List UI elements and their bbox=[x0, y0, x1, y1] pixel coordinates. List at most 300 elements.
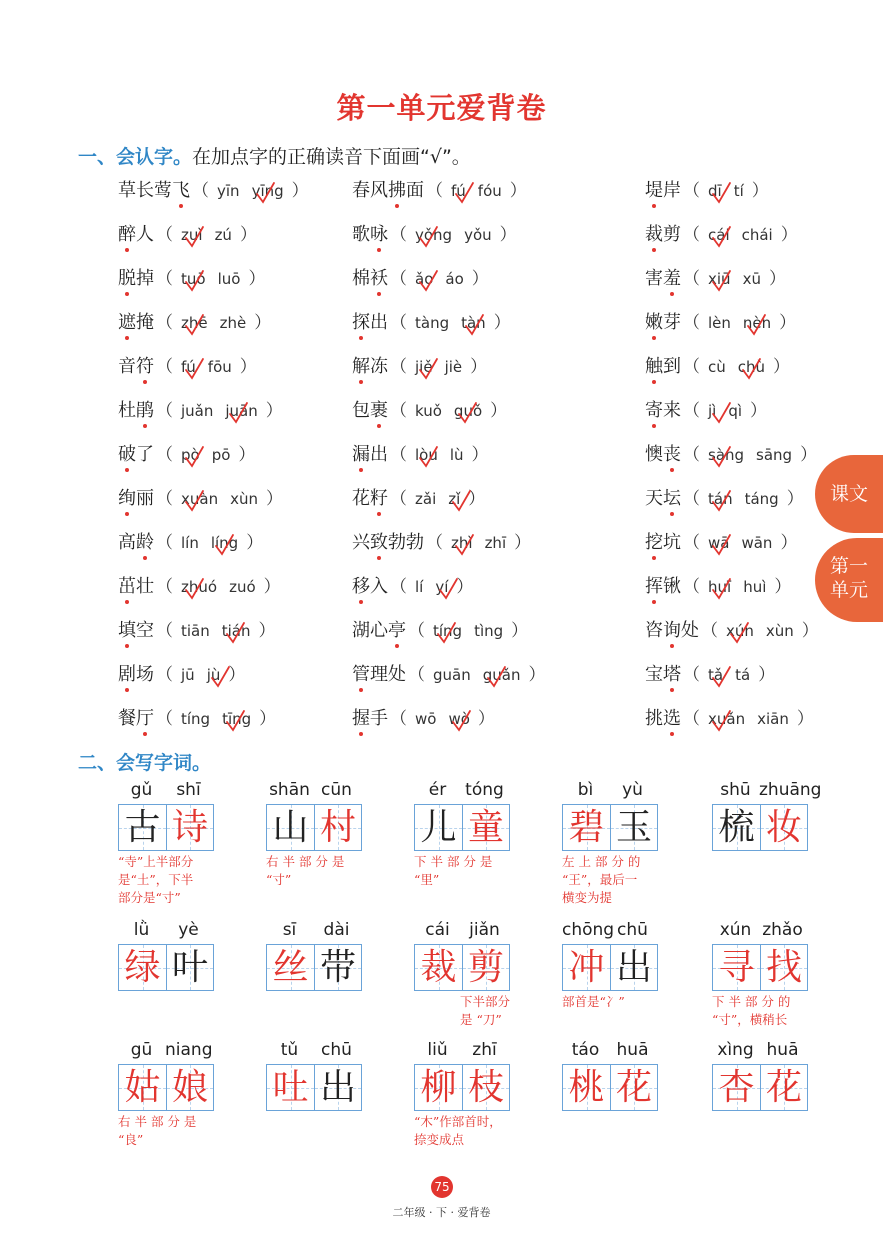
close-paren: ） bbox=[456, 577, 474, 597]
pinyin-option[interactable]: zhè bbox=[219, 314, 247, 332]
grid-character: 杏 bbox=[718, 1067, 755, 1108]
open-paren: （ bbox=[156, 533, 173, 553]
recognize-item bbox=[645, 704, 816, 730]
close-paren: ） bbox=[471, 445, 489, 465]
close-paren: ） bbox=[238, 445, 256, 465]
pinyin-syllable: xún bbox=[719, 920, 752, 940]
close-paren: ） bbox=[800, 445, 818, 465]
pinyin-option[interactable]: tàng bbox=[415, 314, 450, 332]
open-paren: （ bbox=[683, 181, 700, 201]
open-paren: （ bbox=[683, 225, 700, 245]
recognize-item bbox=[118, 440, 257, 466]
grid-character: 桃 bbox=[568, 1067, 605, 1108]
recognize-item bbox=[118, 220, 259, 246]
grid-cell bbox=[610, 945, 657, 990]
close-paren: ） bbox=[511, 621, 529, 641]
open-paren: （ bbox=[390, 313, 407, 333]
recognize-item bbox=[118, 616, 278, 642]
recognize-word: 填空 bbox=[118, 620, 154, 641]
pinyin-option[interactable]: tǎ bbox=[708, 666, 723, 684]
recognize-item bbox=[352, 484, 487, 510]
grid-cell bbox=[760, 805, 807, 850]
open-paren: （ bbox=[156, 357, 173, 377]
pinyin-option[interactable]: lí bbox=[415, 578, 424, 596]
grid-cell bbox=[462, 805, 509, 850]
recognize-word: 醉人 bbox=[118, 224, 154, 245]
open-paren: （ bbox=[408, 665, 425, 685]
pinyin-option[interactable]: xún bbox=[726, 622, 754, 640]
pinyin-option[interactable]: wā bbox=[708, 534, 729, 552]
recognize-item bbox=[645, 308, 798, 334]
grid-character: 娘 bbox=[171, 1067, 208, 1108]
recognize-item bbox=[118, 396, 285, 422]
pinyin-option[interactable]: guǎn bbox=[483, 666, 521, 684]
recognize-item bbox=[645, 572, 793, 598]
grid-cell bbox=[415, 1065, 462, 1110]
open-paren: （ bbox=[683, 269, 700, 289]
pinyin-option[interactable]: zhī bbox=[484, 534, 507, 552]
pinyin-option[interactable]: táng bbox=[744, 490, 779, 508]
pinyin-option[interactable]: xuàn bbox=[181, 490, 218, 508]
pinyin-option[interactable]: lèn bbox=[708, 314, 731, 332]
pinyin-option[interactable]: fōu bbox=[207, 358, 232, 376]
pinyin-option[interactable]: yí bbox=[435, 578, 448, 596]
section-1-header: 一、会认字。 bbox=[78, 146, 193, 168]
pinyin-option[interactable]: xùn bbox=[230, 490, 258, 508]
recognize-word: 春风拂面 bbox=[352, 180, 424, 201]
word-pinyin bbox=[562, 780, 658, 800]
recognize-item bbox=[645, 396, 769, 422]
grid-cell bbox=[610, 1065, 657, 1110]
recognize-word: 剧场 bbox=[118, 664, 154, 685]
pinyin-option[interactable]: lín bbox=[181, 534, 199, 552]
grid-cell bbox=[563, 805, 610, 850]
grid-character: 柳 bbox=[420, 1067, 457, 1108]
stroke-hint-note: 部首是“冫” bbox=[562, 994, 625, 1009]
pinyin-option[interactable]: dī bbox=[708, 182, 722, 200]
recognize-item bbox=[352, 616, 530, 642]
recognize-word: 花籽 bbox=[352, 488, 388, 509]
open-paren: （ bbox=[683, 313, 700, 333]
pinyin-option[interactable]: zǐ bbox=[448, 490, 460, 508]
pinyin-option[interactable]: xiān bbox=[757, 710, 789, 728]
close-paren: ） bbox=[258, 621, 276, 641]
pinyin-option[interactable]: xuǎn bbox=[708, 710, 745, 728]
open-paren: （ bbox=[426, 533, 443, 553]
recognize-item bbox=[645, 616, 821, 642]
recognize-word: 绚丽 bbox=[118, 488, 154, 509]
open-paren: （ bbox=[156, 401, 173, 421]
section-2-header: 二、会写字词。 bbox=[78, 752, 212, 774]
grid-character: 村 bbox=[319, 807, 356, 848]
pinyin-option[interactable]: fú bbox=[181, 358, 196, 376]
pinyin-syllable: lǜ bbox=[133, 920, 150, 940]
recognize-word: 害羞 bbox=[645, 268, 681, 289]
close-paren: ） bbox=[779, 313, 797, 333]
close-paren: ） bbox=[265, 401, 283, 421]
open-paren: （ bbox=[390, 577, 407, 597]
close-paren: ） bbox=[239, 225, 257, 245]
stroke-hint-note: 下半部分 是 “刀” bbox=[460, 994, 511, 1027]
pinyin-option[interactable]: wō bbox=[415, 710, 437, 728]
pinyin-option[interactable]: qì bbox=[728, 402, 743, 420]
writing-grid bbox=[562, 804, 658, 851]
writing-grid bbox=[266, 804, 362, 851]
grid-cell bbox=[462, 1065, 509, 1110]
grid-character: 寻 bbox=[718, 947, 755, 988]
stroke-hint-note: 下 半 部 分 是 “里” bbox=[414, 854, 493, 887]
pinyin-syllable: gǔ bbox=[130, 780, 153, 800]
grid-character: 花 bbox=[615, 1067, 652, 1108]
open-paren: （ bbox=[683, 665, 700, 685]
recognize-word: 堤岸 bbox=[645, 180, 681, 201]
pinyin-option[interactable]: tí bbox=[733, 182, 744, 200]
pinyin-option[interactable]: lù bbox=[449, 446, 464, 464]
close-paren: ） bbox=[265, 489, 283, 509]
close-paren: ） bbox=[471, 269, 489, 289]
recognize-item bbox=[118, 352, 259, 378]
grid-cell bbox=[415, 805, 462, 850]
pinyin-option[interactable]: yǒng bbox=[415, 226, 452, 244]
pinyin-option[interactable]: wān bbox=[741, 534, 773, 552]
pinyin-option[interactable]: tīng bbox=[222, 710, 251, 728]
pinyin-option[interactable]: chù bbox=[738, 358, 765, 376]
pinyin-syllable: shān bbox=[269, 780, 310, 800]
grid-cell bbox=[166, 945, 213, 990]
word-pinyin bbox=[712, 1040, 808, 1060]
close-paren: ） bbox=[246, 533, 264, 553]
recognize-word: 包裹 bbox=[352, 400, 388, 421]
pinyin-syllable: zhī bbox=[472, 1040, 497, 1060]
pinyin-option[interactable]: nèn bbox=[743, 314, 771, 332]
grid-cell bbox=[267, 1065, 314, 1110]
pinyin-syllable: chōng bbox=[562, 920, 615, 940]
tab-lessons[interactable] bbox=[815, 455, 883, 533]
pinyin-option[interactable]: zhuó bbox=[181, 578, 217, 596]
grid-character: 花 bbox=[765, 1067, 802, 1108]
pinyin-option[interactable]: áo bbox=[445, 270, 464, 288]
word-pinyin bbox=[414, 920, 510, 940]
pinyin-option[interactable]: tíng bbox=[433, 622, 462, 640]
word-pinyin bbox=[562, 920, 658, 940]
recognize-item bbox=[118, 176, 311, 202]
open-paren: （ bbox=[156, 445, 173, 465]
close-paren: ） bbox=[796, 709, 814, 729]
recognize-item bbox=[645, 352, 792, 378]
pinyin-syllable: ér bbox=[428, 780, 447, 800]
word-pinyin bbox=[266, 920, 362, 940]
open-paren: （ bbox=[683, 489, 700, 509]
pinyin-option[interactable]: jì bbox=[708, 402, 716, 420]
open-paren: （ bbox=[683, 577, 700, 597]
grid-cell bbox=[119, 945, 166, 990]
stroke-hint-note: “木”作部首时， 捺变成点 bbox=[414, 1114, 502, 1147]
close-paren: ） bbox=[493, 313, 511, 333]
grid-cell bbox=[314, 945, 361, 990]
writing-grid bbox=[712, 804, 808, 851]
grid-cell bbox=[166, 1065, 213, 1110]
open-paren: （ bbox=[156, 665, 173, 685]
word-pinyin bbox=[414, 1040, 510, 1060]
open-paren: （ bbox=[156, 313, 173, 333]
recognize-item bbox=[352, 572, 475, 598]
grid-cell bbox=[119, 805, 166, 850]
recognize-item bbox=[118, 264, 267, 290]
pinyin-option[interactable]: guǒ bbox=[454, 402, 482, 420]
grid-character: 丝 bbox=[272, 947, 309, 988]
pinyin-option[interactable]: zuì bbox=[181, 226, 203, 244]
pinyin-syllable: liǔ bbox=[427, 1040, 448, 1060]
pinyin-option[interactable]: yīn bbox=[217, 182, 240, 200]
grid-character: 山 bbox=[272, 807, 309, 848]
pinyin-option[interactable]: cù bbox=[708, 358, 726, 376]
recognize-word: 杜鹃 bbox=[118, 400, 154, 421]
grid-character: 姑 bbox=[124, 1067, 161, 1108]
recognize-word: 歌咏 bbox=[352, 224, 388, 245]
pinyin-option[interactable]: lòu bbox=[415, 446, 438, 464]
pinyin-option[interactable]: sàng bbox=[708, 446, 744, 464]
pinyin-option[interactable]: tìng bbox=[474, 622, 504, 640]
pinyin-option[interactable]: zhì bbox=[451, 534, 473, 552]
pinyin-option[interactable]: luō bbox=[217, 270, 241, 288]
open-paren: （ bbox=[156, 621, 173, 641]
recognize-item bbox=[118, 484, 285, 510]
recognize-item bbox=[645, 264, 788, 290]
grid-character: 出 bbox=[615, 947, 652, 988]
recognize-item bbox=[118, 528, 265, 554]
close-paren: ） bbox=[499, 225, 517, 245]
recognize-item bbox=[645, 484, 806, 510]
close-paren: ） bbox=[773, 357, 791, 377]
pinyin-option[interactable]: huì bbox=[743, 578, 767, 596]
pinyin-option[interactable]: cái bbox=[708, 226, 730, 244]
word-pinyin bbox=[414, 780, 510, 800]
grid-cell bbox=[462, 945, 509, 990]
pinyin-syllable: shī bbox=[176, 780, 201, 800]
grid-cell bbox=[314, 805, 361, 850]
close-paren: ） bbox=[468, 489, 486, 509]
pinyin-option[interactable]: tián bbox=[222, 622, 251, 640]
pinyin-option[interactable]: xiū bbox=[708, 270, 731, 288]
pinyin-syllable: huā bbox=[616, 1040, 649, 1060]
tab-unit-one[interactable] bbox=[815, 538, 883, 622]
recognize-word: 探出 bbox=[352, 312, 388, 333]
recognize-word: 懊丧 bbox=[645, 444, 681, 465]
pinyin-option[interactable]: jū bbox=[181, 666, 195, 684]
pinyin-syllable: sī bbox=[282, 920, 297, 940]
close-paren: ） bbox=[248, 269, 266, 289]
close-paren: ） bbox=[780, 225, 798, 245]
writing-grid bbox=[712, 1064, 808, 1111]
pinyin-option[interactable]: xùn bbox=[765, 622, 794, 640]
section-1-heading bbox=[78, 142, 471, 169]
grid-character: 古 bbox=[124, 807, 161, 848]
grid-cell bbox=[314, 1065, 361, 1110]
close-paren: ） bbox=[490, 401, 508, 421]
pinyin-option[interactable]: tán bbox=[708, 490, 733, 508]
pinyin-option[interactable]: chái bbox=[741, 226, 773, 244]
grid-character: 带 bbox=[319, 947, 356, 988]
pinyin-option[interactable]: pō bbox=[211, 446, 231, 464]
open-paren: （ bbox=[390, 401, 407, 421]
grid-cell bbox=[713, 805, 760, 850]
stroke-hint-note: 右 半 部 分 是 “寸” bbox=[266, 854, 345, 887]
word-pinyin bbox=[118, 780, 214, 800]
grid-character: 玉 bbox=[615, 807, 652, 848]
recognize-item bbox=[118, 572, 283, 598]
open-paren: （ bbox=[683, 533, 700, 553]
recognize-word: 天坛 bbox=[645, 488, 681, 509]
recognize-word: 裁剪 bbox=[645, 224, 681, 245]
pinyin-option[interactable]: zhē bbox=[181, 314, 208, 332]
pinyin-syllable: cūn bbox=[321, 780, 352, 800]
close-paren: ） bbox=[263, 577, 281, 597]
writing-grid bbox=[414, 944, 510, 991]
pinyin-option[interactable]: tá bbox=[735, 666, 751, 684]
recognize-word: 握手 bbox=[352, 708, 388, 729]
pinyin-option[interactable]: jiě bbox=[415, 358, 433, 376]
recognize-word: 挑选 bbox=[645, 708, 681, 729]
pinyin-option[interactable]: sāng bbox=[756, 446, 793, 464]
grid-cell bbox=[610, 805, 657, 850]
close-paren: ） bbox=[239, 357, 257, 377]
open-paren: （ bbox=[156, 577, 173, 597]
recognize-word: 漏出 bbox=[352, 444, 388, 465]
recognize-item bbox=[645, 176, 771, 202]
grid-character: 叶 bbox=[171, 947, 208, 988]
pinyin-option[interactable]: zuó bbox=[229, 578, 256, 596]
open-paren: （ bbox=[390, 445, 407, 465]
grid-character: 裁 bbox=[420, 947, 457, 988]
pinyin-syllable: bì bbox=[577, 780, 594, 800]
recognize-word: 咨询处 bbox=[645, 620, 699, 641]
pinyin-option[interactable]: líng bbox=[211, 534, 238, 552]
recognize-item bbox=[118, 660, 247, 686]
tab-lessons-label: 课文 bbox=[829, 483, 868, 505]
grid-character: 儿 bbox=[420, 807, 457, 848]
open-paren: （ bbox=[426, 181, 443, 201]
recognize-word: 寄来 bbox=[645, 400, 681, 421]
recognize-word: 高龄 bbox=[118, 532, 154, 553]
word-pinyin bbox=[118, 920, 214, 940]
open-paren: （ bbox=[390, 489, 407, 509]
grid-cell bbox=[415, 945, 462, 990]
pinyin-option[interactable]: zú bbox=[214, 226, 232, 244]
tab-unit-one-line2: 单元 bbox=[829, 579, 868, 601]
pinyin-syllable: shū bbox=[720, 780, 751, 800]
pinyin-syllable: huā bbox=[766, 1040, 799, 1060]
recognize-item bbox=[352, 440, 491, 466]
pinyin-option[interactable]: huī bbox=[708, 578, 731, 596]
open-paren: （ bbox=[156, 225, 173, 245]
recognize-word: 餐厅 bbox=[118, 708, 154, 729]
word-pinyin bbox=[266, 1040, 362, 1060]
pinyin-option[interactable]: xū bbox=[742, 270, 761, 288]
pinyin-syllable: chū bbox=[617, 920, 648, 940]
grid-cell bbox=[119, 1065, 166, 1110]
pinyin-option[interactable]: tuō bbox=[181, 270, 206, 288]
grid-character: 找 bbox=[765, 947, 802, 988]
pinyin-option[interactable]: jù bbox=[207, 666, 221, 684]
writing-grid bbox=[266, 1064, 362, 1111]
recognize-word: 破了 bbox=[118, 444, 154, 465]
close-paren: ） bbox=[470, 357, 488, 377]
stroke-hint-note: “寺”上半部分 是“土”，下半 部分是“寸” bbox=[118, 854, 194, 905]
close-paren: ） bbox=[228, 665, 246, 685]
pinyin-option[interactable]: tàn bbox=[461, 314, 486, 332]
recognize-item bbox=[645, 660, 777, 686]
pinyin-syllable: xìng bbox=[717, 1040, 754, 1060]
recognize-word: 触到 bbox=[645, 356, 681, 377]
close-paren: ） bbox=[750, 401, 768, 421]
grid-cell bbox=[713, 1065, 760, 1110]
pinyin-syllable: jiǎn bbox=[469, 920, 500, 940]
pinyin-option[interactable]: guān bbox=[433, 666, 471, 684]
recognize-word: 解冻 bbox=[352, 356, 388, 377]
recognize-item bbox=[352, 704, 497, 730]
close-paren: ） bbox=[780, 533, 798, 553]
recognize-word: 宝塔 bbox=[645, 664, 681, 685]
recognize-item bbox=[352, 528, 533, 554]
writing-grid bbox=[118, 1064, 214, 1111]
grid-character: 出 bbox=[319, 1067, 356, 1108]
pinyin-option[interactable]: tiān bbox=[181, 622, 210, 640]
recognize-item bbox=[352, 660, 547, 686]
writing-grid bbox=[414, 1064, 510, 1111]
pinyin-option[interactable]: zǎi bbox=[415, 490, 437, 508]
grid-character: 诗 bbox=[171, 807, 208, 848]
grid-character: 梳 bbox=[718, 807, 755, 848]
pinyin-syllable: zhǎo bbox=[762, 920, 803, 940]
pinyin-syllable: dài bbox=[323, 920, 350, 940]
recognize-word: 挥锹 bbox=[645, 576, 681, 597]
recognize-word: 兴致勃勃 bbox=[352, 532, 424, 553]
pinyin-option[interactable]: yǒu bbox=[464, 226, 492, 244]
pinyin-option[interactable]: ǎo bbox=[415, 270, 433, 288]
pinyin-syllable: tǔ bbox=[280, 1040, 299, 1060]
page-number: 75 bbox=[431, 1176, 453, 1198]
open-paren: （ bbox=[390, 225, 407, 245]
pinyin-option[interactable]: wò bbox=[448, 710, 469, 728]
pinyin-syllable: chū bbox=[321, 1040, 352, 1060]
grid-character: 碧 bbox=[568, 807, 605, 848]
pinyin-option[interactable]: juān bbox=[225, 402, 257, 420]
close-paren: ） bbox=[509, 181, 527, 201]
stroke-hint-note: 右 半 部 分 是 “良” bbox=[118, 1114, 197, 1147]
pinyin-syllable: tóng bbox=[465, 780, 504, 800]
pinyin-syllable: zhuāng bbox=[759, 780, 822, 800]
grid-character: 绿 bbox=[124, 947, 161, 988]
pinyin-syllable: yù bbox=[622, 780, 643, 800]
grid-cell bbox=[563, 1065, 610, 1110]
pinyin-option[interactable]: tíng bbox=[181, 710, 211, 728]
grid-cell bbox=[267, 805, 314, 850]
pinyin-option[interactable]: jiè bbox=[444, 358, 463, 376]
pinyin-option[interactable]: fú bbox=[451, 182, 466, 200]
pinyin-syllable: gū bbox=[130, 1040, 153, 1060]
recognize-word: 棉袄 bbox=[352, 268, 388, 289]
pinyin-option[interactable]: juǎn bbox=[181, 402, 214, 420]
pinyin-option[interactable]: yīng bbox=[252, 182, 284, 200]
pinyin-option[interactable]: kuǒ bbox=[415, 402, 442, 420]
pinyin-option[interactable]: fóu bbox=[477, 182, 502, 200]
footer-text: 二年级 · 下 · 爱背卷 bbox=[392, 1206, 491, 1219]
grid-cell bbox=[713, 945, 760, 990]
pinyin-option[interactable]: pò bbox=[181, 446, 200, 464]
recognize-word: 嫩芽 bbox=[645, 312, 681, 333]
recognize-item bbox=[352, 352, 489, 378]
recognize-word: 管理处 bbox=[352, 664, 406, 685]
